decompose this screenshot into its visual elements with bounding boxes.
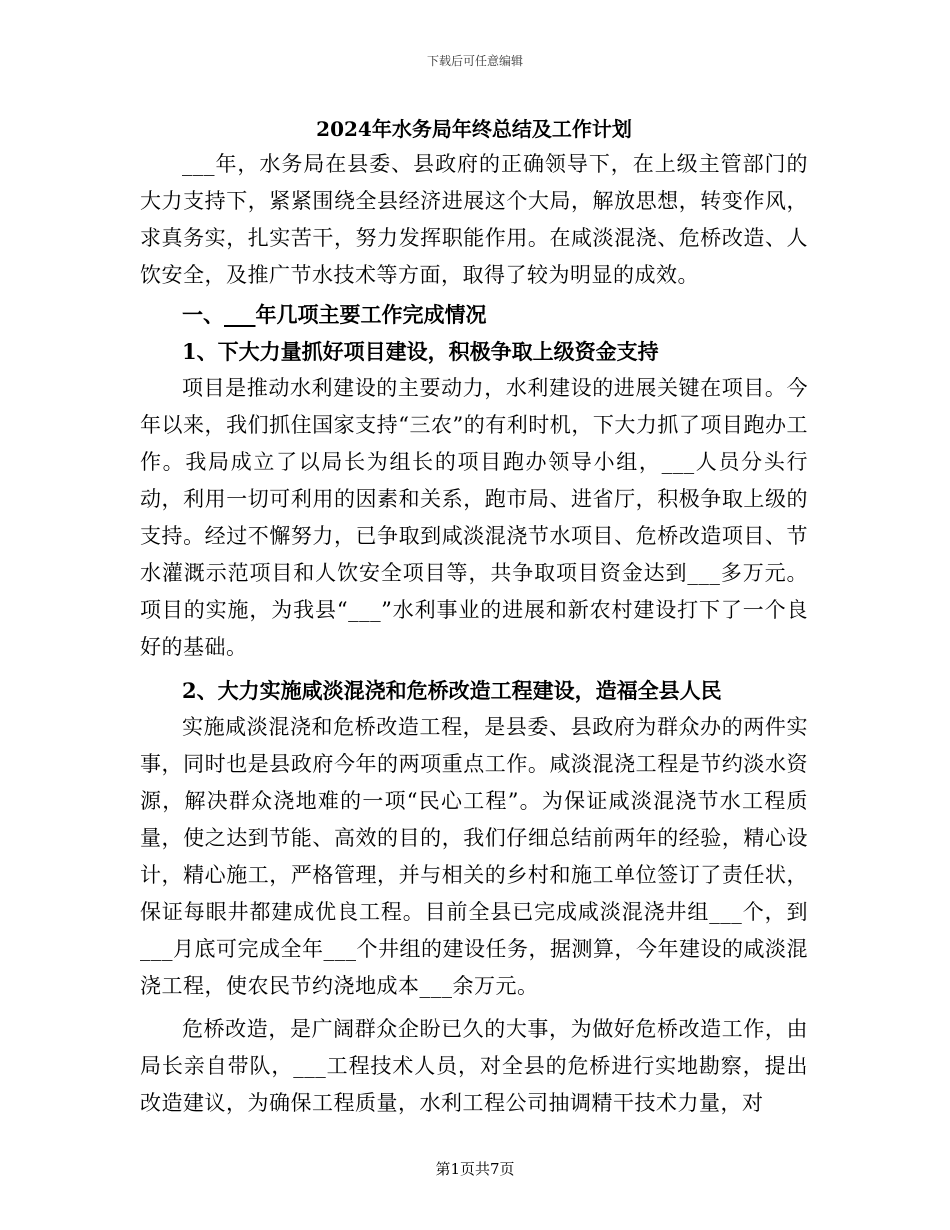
subsection-heading-2: 2、大力实施咸淡混浇和危桥改造工程建设，造福全县人民 <box>182 678 722 703</box>
document-body <box>140 112 808 1122</box>
intro-paragraph: ___年，水务局在县委、县政府的正确领导下，在上级主管部门的大力支持下，紧紧围绕全县经济进展这个大局，解放思想，转变作风，求真务实，扎实苦干，努力发挥职能作用。在咸淡混浇、危桥改造、人饮安全，及推广节水技术等方面，取得了较为明显的成效。 <box>140 152 808 287</box>
document-title: 2024年水务局年终总结及工作计划 <box>316 117 632 141</box>
subsection-2-paragraph-2: 危桥改造，是广阔群众企盼已久的大事，为做好危桥改造工作，由局长亲自带队，___工程技术人员，对全县的危桥进行实地勘察，提出改造建议，为确保工程质量，水利工程公司抽调精干技术力量，对 <box>140 1017 808 1115</box>
subsection-heading-1: 1、下大力量抓好项目建设，积极争取上级资金支持 <box>182 339 659 364</box>
subsection-1-paragraph: 项目是推动水利建设的主要动力，水利建设的进展关键在项目。今年以来，我们抓住国家支持“三农”的有利时机，下大力抓了项目跑办工作。我局成立了以局长为组长的项目跑办领导小组，___人员分头行动，利用一切可利用的因素和关系，跑市局、进省厅，积极争取上级的支持。经过不懈努力，已争取到咸淡混浇节水项目、危桥改造项目、节水灌溉示范项目和人饮安全项目等，共争取项目资金达到___多万元。项目的实施，为我县“___”水利事业的进展和新农村建设打下了一个良好的基础。 <box>140 376 808 659</box>
page-footer: 第1页共7页 <box>435 1160 515 1178</box>
header-note: 下载后可任意编辑 <box>426 54 523 68</box>
section-heading-1: 一、___年几项主要工作完成情况 <box>182 302 487 327</box>
subsection-2-paragraph-1: 实施咸淡混浇和危桥改造工程，是县委、县政府为群众办的两件实事，同时也是县政府今年的两项重点工作。咸淡混浇工程是节约淡水资源，解决群众浇地难的一项“民心工程”。为保证咸淡混浇节水工程质量，使之达到节能、高效的目的，我们仔细总结前两年的经验，精心设计，精心施工，严格管理，并与相关的乡村和施工单位签订了责任状，保证每眼井都建成优良工程。目前全县已完成咸淡混浇井组___个，到___月底可完成全年___个井组的建设任务，据测算，今年建设的咸淡混浇工程，使农民节约浇地成本___余万元。 <box>140 715 808 998</box>
